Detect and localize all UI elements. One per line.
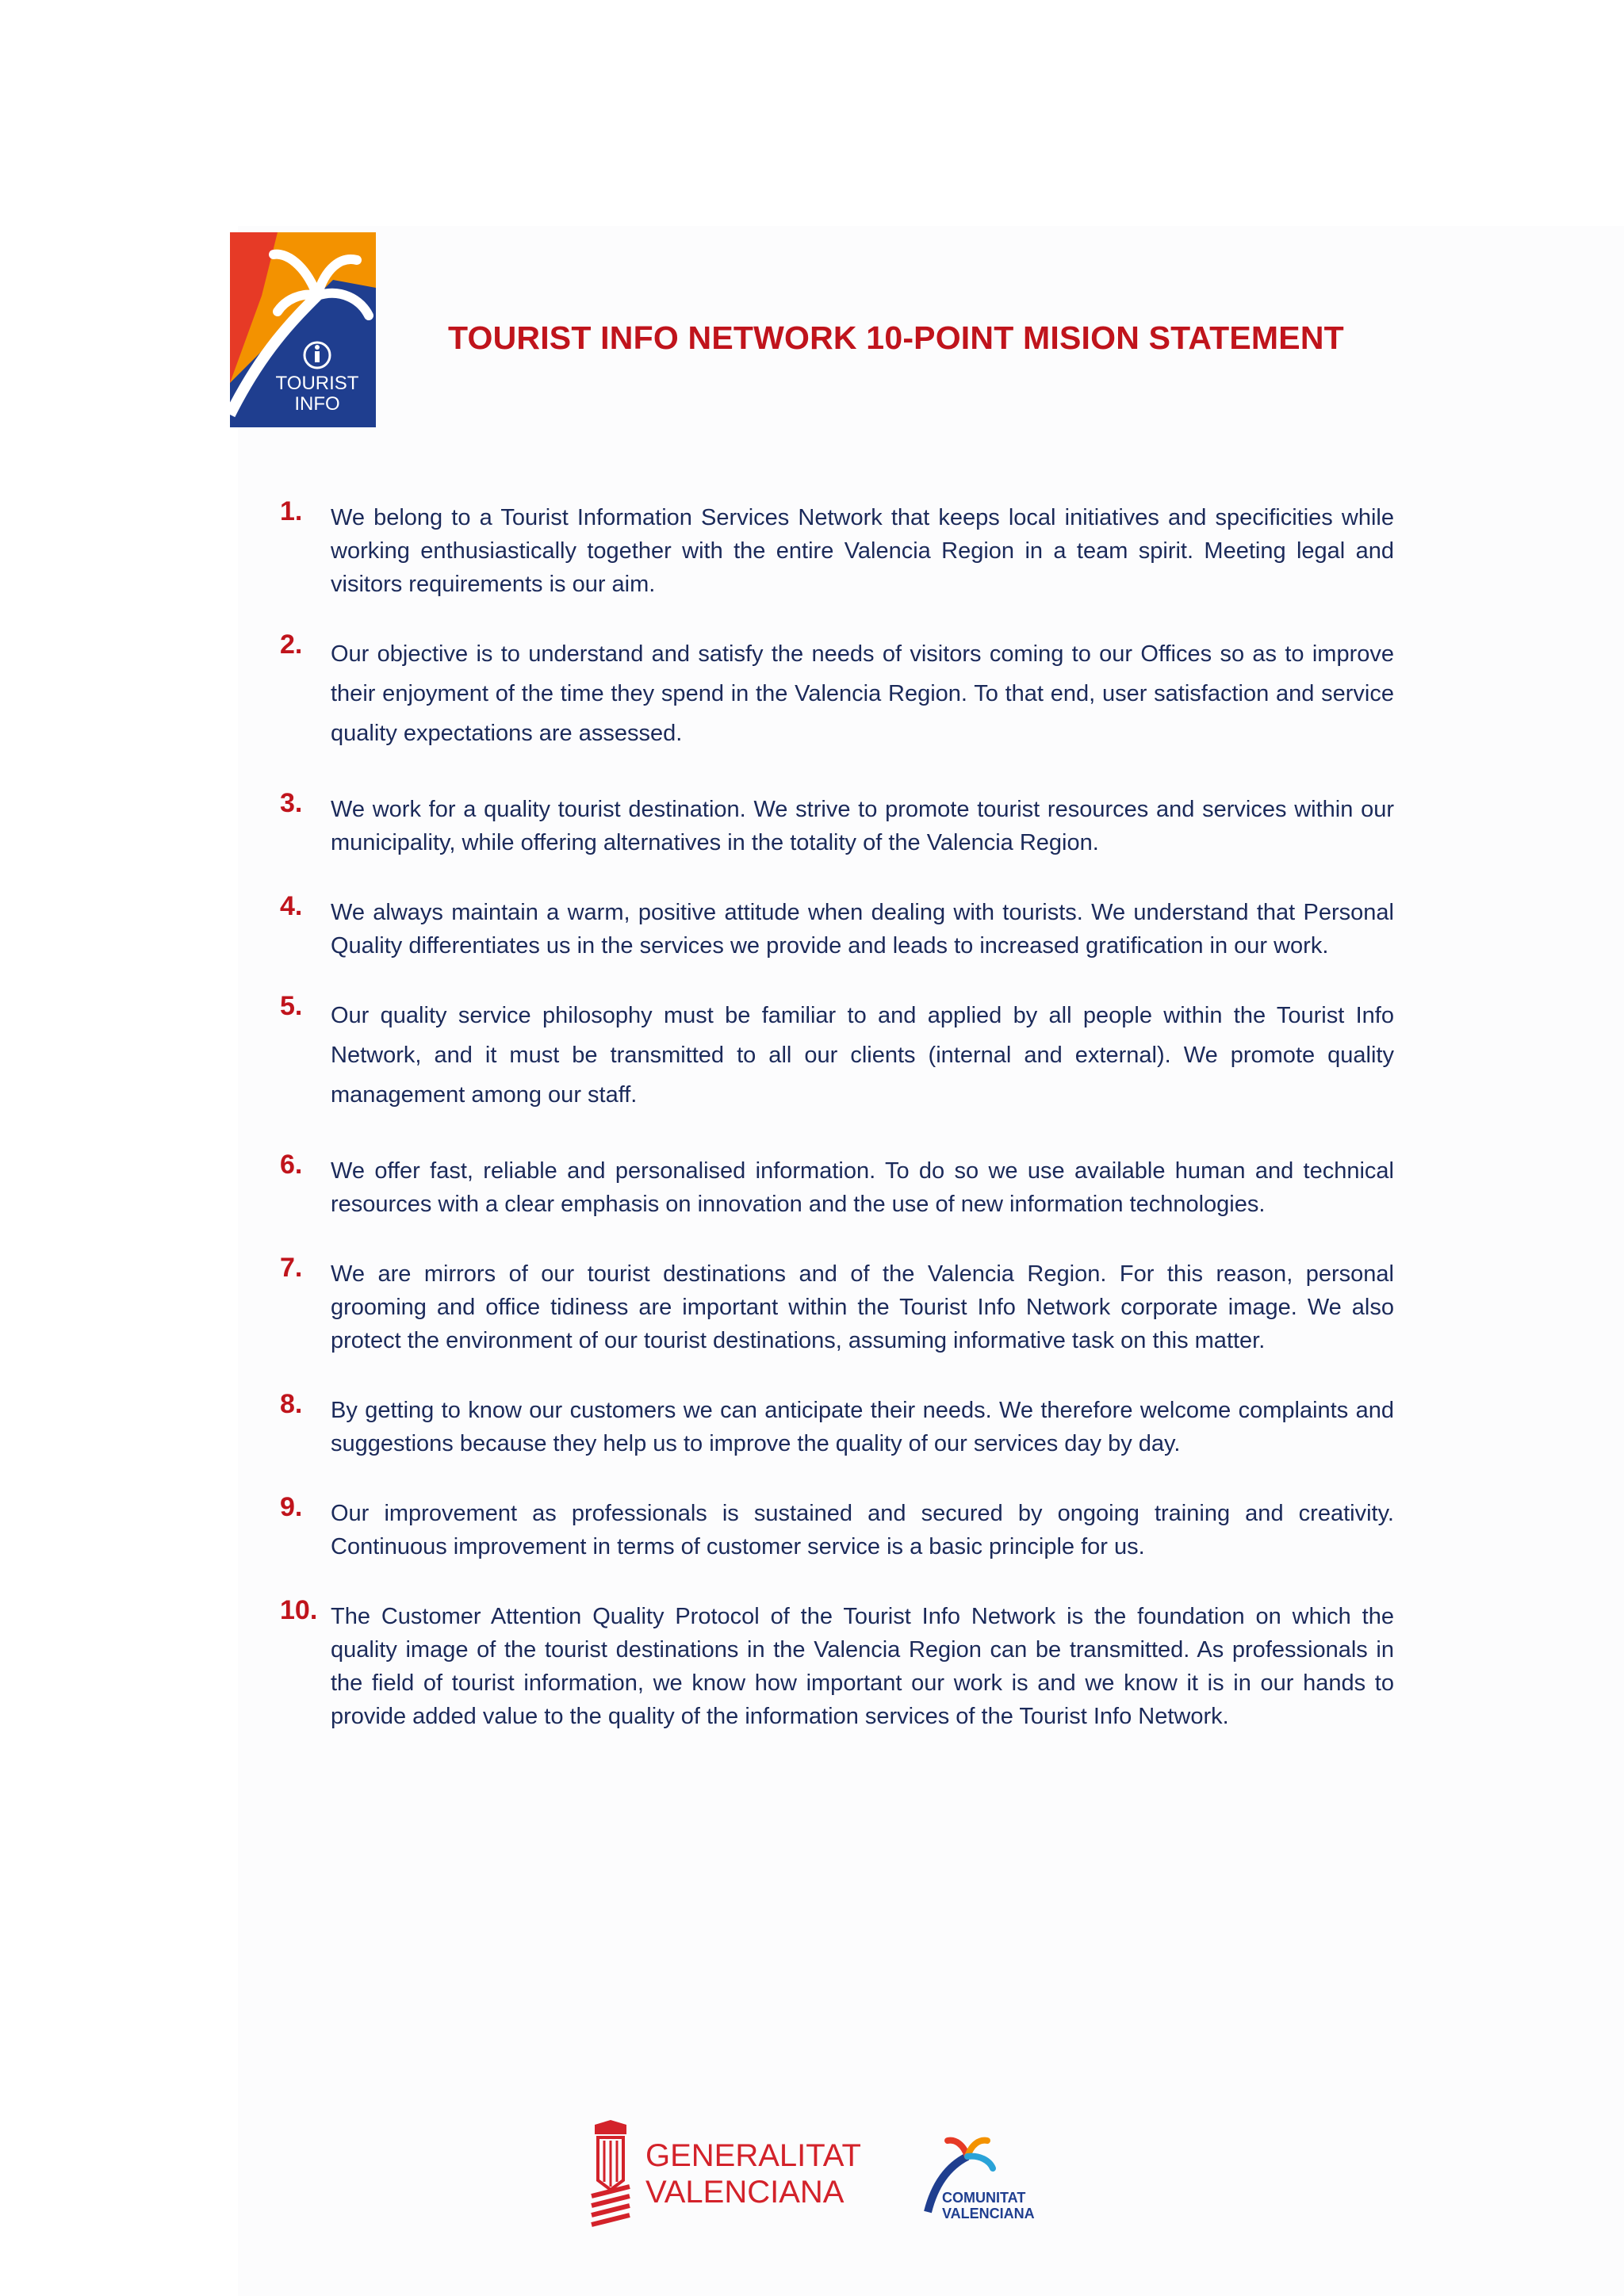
list-item	[280, 891, 1394, 962]
list-item	[280, 1492, 1394, 1563]
cv-line2: VALENCIANA	[942, 2206, 1035, 2221]
list-item	[280, 991, 1394, 1115]
item-text: The Customer Attention Quality Protocol of the Tourist Info Network is the foundation on which the quality image of the tourist destinations in the Valencia Region can be transmitted. As professionals in the field of tourist information, we know how important our work is and we know it is in our hands to provide added value to the quality of the information services of the Tourist Info Network.	[331, 1604, 1394, 1729]
list-item	[280, 788, 1394, 859]
mission-list	[280, 496, 1394, 1733]
list-item	[280, 1595, 1394, 1733]
list-item	[280, 1150, 1394, 1221]
item-number: 4.	[280, 891, 303, 921]
item-text: By getting to know our customers we can anticipate their needs. We therefore welcome complaints and suggestions because they help us to improve the quality of our services day by day.	[331, 1398, 1394, 1456]
item-text: Our improvement as professionals is sustained and secured by ongoing training and creativity. Continuous improvement in terms of customer service is a basic principle for us.	[331, 1501, 1394, 1559]
item-text: We are mirrors of our tourist destinations and of the Valencia Region. For this reason, personal grooming and office tidiness are important within the Tourist Info Network corporate image. We also protect the environment of our tourist destinations, assuming informative task on this matter.	[331, 1261, 1394, 1353]
item-text: We work for a quality tourist destination. We strive to promote tourist resources and services within our municipality, while offering alternatives in the totality of the Valencia Region.	[331, 797, 1394, 855]
tourist-info-logo	[230, 232, 376, 427]
item-text: Our objective is to understand and satisfy the needs of visitors coming to our Offices so as to improve their enjoyment of the time they spend in the Valencia Region. To that end, user satisfaction and service quality expectations are assessed.	[331, 641, 1394, 746]
gv-line1: GENERALITAT	[645, 2138, 861, 2173]
cv-line1: COMUNITAT	[942, 2190, 1026, 2206]
list-item	[280, 629, 1394, 753]
item-number: 10.	[280, 1595, 318, 1625]
gv-line2: VALENCIANA	[645, 2175, 845, 2210]
list-item	[280, 496, 1394, 601]
item-number: 9.	[280, 1492, 303, 1522]
logo-text-tourist: TOURIST	[275, 373, 359, 394]
list-item	[280, 1389, 1394, 1460]
list-item	[280, 1253, 1394, 1357]
generalitat-valenciana-logo	[587, 2117, 872, 2236]
item-number: 2.	[280, 629, 303, 660]
comunitat-valenciana-logo	[920, 2133, 1047, 2224]
item-text: We always maintain a warm, positive attitude when dealing with tourists. We understand that Personal Quality differentiates us in the services we provide and leads to increased gratification in our work.	[331, 900, 1394, 959]
item-number: 5.	[280, 991, 303, 1021]
item-text: Our quality service philosophy must be familiar to and applied by all people within the Tourist Info Network, and it must be transmitted to all our clients (internal and external). We promote quality management among our staff.	[331, 1003, 1394, 1108]
item-number: 7.	[280, 1253, 303, 1283]
item-number: 1.	[280, 496, 303, 526]
item-number: 6.	[280, 1150, 303, 1180]
item-text: We belong to a Tourist Information Services Network that keeps local initiatives and specificities while working enthusiastically together with the entire Valencia Region in a team spirit. Meeting legal and visitors requirements is our aim.	[331, 505, 1394, 597]
item-text: We offer fast, reliable and personalised information. To do so we use available human and technical resources with a clear emphasis on innovation and the use of new information technologies.	[331, 1158, 1394, 1217]
item-number: 3.	[280, 788, 303, 818]
logo-text-info: INFO	[294, 393, 340, 415]
coat-of-arms-icon	[592, 2120, 630, 2225]
page-title: TOURIST INFO NETWORK 10-POINT MISION STATEMENT	[448, 320, 1344, 356]
item-number: 8.	[280, 1389, 303, 1419]
